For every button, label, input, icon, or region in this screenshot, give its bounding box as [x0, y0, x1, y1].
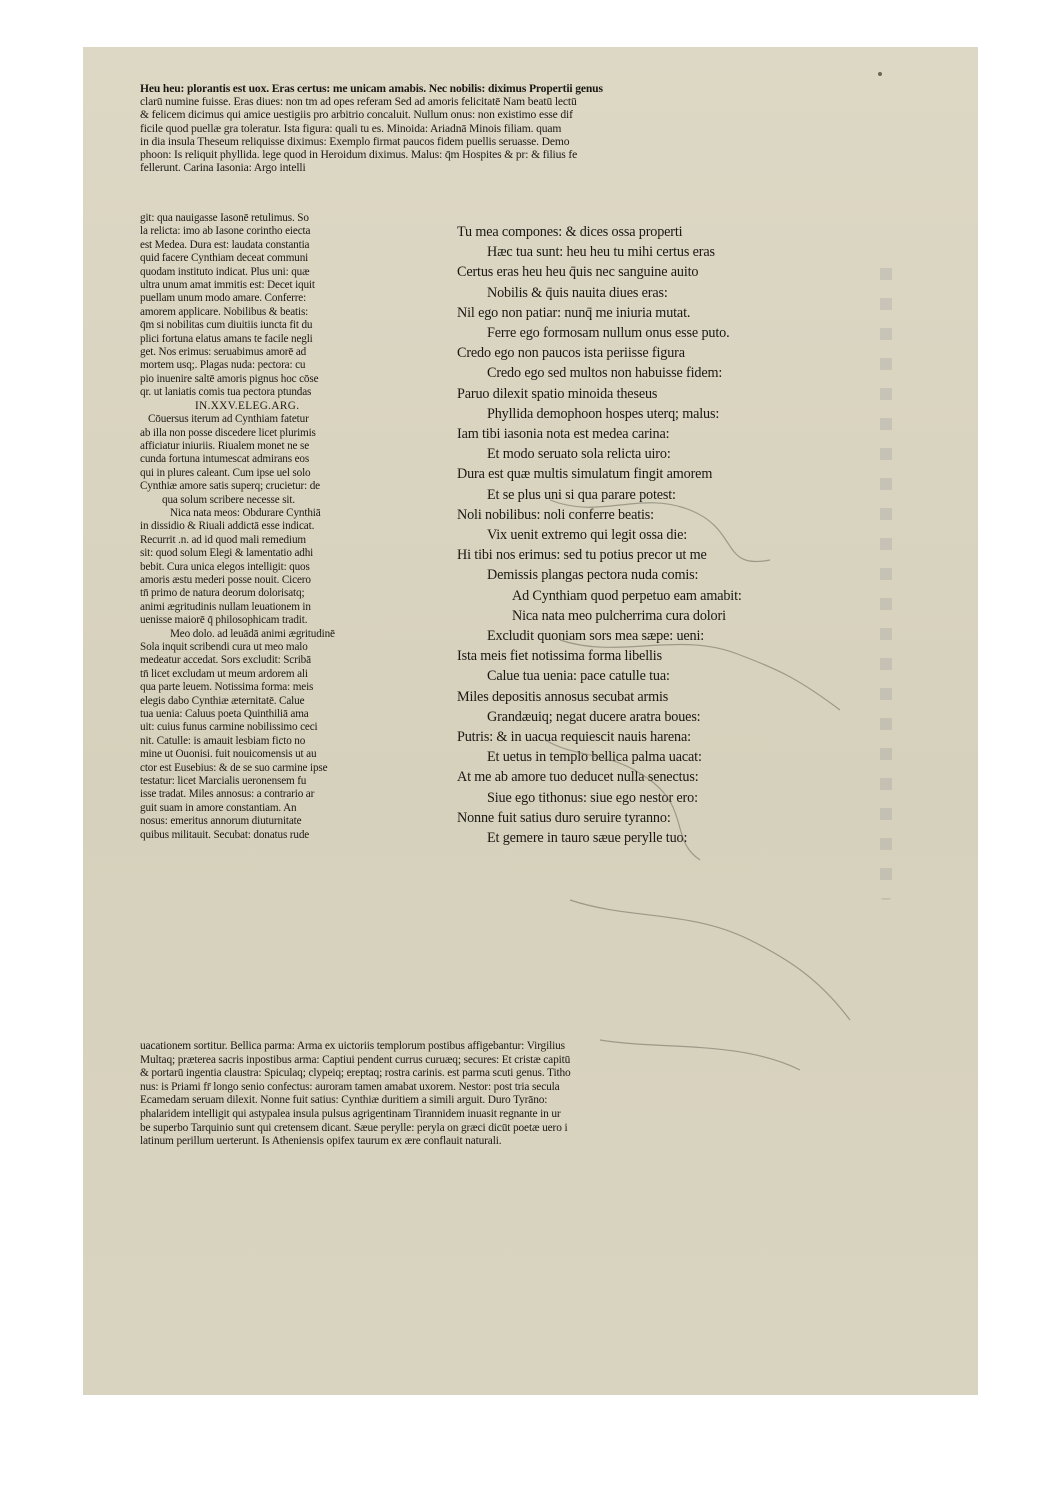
verse-line: Paruo dilexit spatio minoida theseus	[457, 385, 658, 402]
commentary-left-column	[140, 212, 432, 842]
text-line: plici fortuna elatus amans te facile negli	[140, 332, 313, 345]
text-line: Cynthiæ amore satis superq; crucietur: de	[140, 480, 320, 493]
margin-show-through	[880, 250, 892, 900]
verse-line: Demissis plangas pectora nuda comis:	[487, 567, 699, 584]
text-line: qr. ut laniatis comis tua pectora ptundas	[140, 386, 312, 399]
text-line: ficile quod puellæ gra toleratur. Ista figura: quali tu es. Minoida: Ariadnā Minois filiam. quam	[140, 121, 562, 135]
text-line: Cōuersus iterum ad Cynthiam fatetur	[148, 413, 309, 426]
verse-line: Nica nata meo pulcherrima cura dolori	[512, 607, 726, 624]
verse-line: Certus eras heu heu q̄uis nec sanguine auito	[457, 264, 699, 281]
verse-line: Vix uenit extremo qui legit ossa die:	[487, 527, 688, 544]
text-line: ab illa non posse discedere licet plurimis	[140, 426, 316, 439]
verse-line: Hæc tua sunt: heu heu tu mihi certus eras	[487, 244, 715, 261]
text-line: uit: cuius funus carmine nobilissimo ceci	[140, 721, 318, 734]
text-line: qui in plures caleant. Cum ipse uel solo	[140, 466, 311, 479]
verse-line: Calue tua uenia: pace catulle tua:	[487, 668, 670, 685]
text-line: tn̄ licet excludam ut meum ardorem ali	[140, 667, 308, 680]
text-line: afficiatur iniuriis. Riualem monet ne se	[140, 439, 310, 452]
text-line: guit suam in amore constantiam. An	[140, 801, 297, 814]
verse-line: Excludit quoniam sors mea sæpe: ueni:	[487, 628, 705, 645]
verse-line: Dura est quæ multis simulatum fingit amorem	[457, 466, 713, 483]
text-line: quibus militauit. Secubat: donatus rude	[140, 828, 310, 841]
text-line: mortem usq;. Plagas nuda: pectora: cu	[140, 359, 306, 372]
verse-line: Miles depositis annosus secubat armis	[457, 688, 669, 705]
text-line: phalaridem intelligit qui astypalea insula pulsus agrigentinam Tirannidem inuasit regnante in ur	[140, 1107, 561, 1120]
commentary-top	[140, 82, 840, 174]
text-line: Recurrit .n. ad id quod mali remedium	[140, 533, 306, 546]
text-line: git: qua nauigasse Iasonē retulimus. So	[140, 212, 309, 224]
text-line: in dia insula Theseum reliquisse diximus: Exemplo firmat paucos fidem puellis seruasse. Demo	[140, 134, 570, 148]
text-line: ultra unum amat immitis est: Decet iquit	[140, 279, 315, 292]
verse-line: Nobilis & q̄uis nauita diues eras:	[487, 284, 668, 301]
text-line: bebit. Cura unica elegos intelligit: quos	[140, 560, 310, 573]
text-line: mine ut Ouonisi. fuit nouicomensis ut au	[140, 748, 317, 761]
text-line: uenisse maiorē q̄ philosophicam tradit.	[140, 614, 308, 627]
text-line: Ecamedam seruam dilexit. Nonne fuit satius: Cynthiæ duritiem a simili arguit. Duro Tyrāno:	[140, 1094, 548, 1107]
text-line: be superbo Tarquinio sunt qui cretensem dicant. Sæue perylle: peryla on græci dicūt poetæ uero i	[140, 1121, 568, 1134]
text-line: tua uenia: Caluus poeta Quinthiliā ama	[140, 708, 309, 721]
text-line: & portarū ingentia claustra: Spiculaq; clypeiq; ereptaq; rostra carinis. est parma scuti genus. Titho	[140, 1067, 571, 1080]
text-line: clarū numine fuisse. Eras diues: non tm ad opes referam Sed ad amoris felicitatē Nam beatū lectū	[140, 95, 577, 109]
verse-line: Et se plus uni si qua parare potest:	[487, 486, 676, 503]
text-line: sit: quod solum Elegi & lamentatio adhi	[140, 547, 314, 560]
text-line: amoris æstu mederi posse nouit. Cicero	[140, 573, 311, 586]
verse-line: Iam tibi iasonia nota est medea carina:	[457, 426, 670, 443]
text-line: puellam unum modo amare. Conferre:	[140, 292, 307, 305]
text-line: qua solum scribere necesse sit.	[162, 493, 295, 506]
text-line: cunda fortuna intumescat admirans eos	[140, 453, 310, 466]
verse-line: Ista meis fiet notissima forma libellis	[457, 648, 662, 665]
verse-line: Et modo seruato sola relicta uiro:	[487, 446, 671, 463]
text-line: amorem applicare. Nobilibus & beatis:	[140, 305, 309, 318]
text-line: medeatur accedat. Sors excludit: Scribā	[140, 654, 311, 667]
verse-line: Siue ego tithonus: siue ego nestor ero:	[487, 789, 698, 806]
verse-line: Nil ego non patiar: nunq̄ me iniuria mutat.	[457, 304, 691, 321]
verse-line: Ferre ego formosam nullum onus esse puto.	[487, 325, 730, 342]
text-line: Meo dolo. ad leuādā animi ægritudinē	[170, 627, 335, 640]
text-line: elegis dabo Cynthiæ æternitatē. Calue	[140, 694, 305, 707]
text-line: Heu heu: plorantis est uox. Eras certus: me unicam amabis. Nec nobilis: diximus Propertii genus	[140, 82, 603, 95]
text-line: isse tradat. Miles annosus: a contrario ar	[140, 788, 315, 801]
verse-line: Noli nobilibus: noli conferre beatis:	[457, 506, 654, 523]
text-line: animi ægritudinis nullam leuationem in	[140, 600, 311, 613]
text-line: quodam instituto indicat. Plus uni: quæ	[140, 265, 310, 278]
verse-line: Nonne fuit satius duro seruire tyranno:	[457, 809, 671, 826]
verse-line: At me ab amore tuo deducet nulla senectus:	[457, 769, 699, 786]
text-line: Sola inquit scribendi cura ut meo malo	[140, 641, 308, 653]
text-line: pio inuenire saltē amoris pignus hoc cōse	[140, 372, 319, 385]
text-line: fellerunt. Carina Iasonia: Argo intelli	[140, 161, 306, 175]
ink-spot	[878, 72, 882, 76]
verse-line: Et uetus in templo bellica palma uacat:	[487, 749, 702, 766]
text-line: nus: is Priami fr̄ longo senio confectus: auroram tamen amabat uxorem. Nestor: post tria secula	[140, 1080, 560, 1093]
verse-line: Et gemere in tauro sæue perylle tuo:	[487, 830, 688, 847]
verse-line: Grandæuiq; negat ducere aratra boues:	[487, 708, 701, 725]
text-line: tn̄ primo de natura deorum dolorisatq;	[140, 587, 305, 600]
text-line: in dissidio & Riuali addictā esse indicat.	[140, 520, 315, 533]
text-line: phoon: Is reliquit phyllida. lege quod in Heroidum diximus. Malus: q̄m Hospites & pr: & filius fe	[140, 148, 578, 162]
text-line: ctor est Eusebius: & de se suo carmine ipse	[140, 761, 328, 774]
poem-column	[457, 222, 837, 848]
commentary-bottom	[140, 1040, 840, 1149]
text-line: est Medea. Dura est: laudata constantia	[140, 238, 310, 251]
verse-line: Hi tibi nos erimus: sed tu potius precor ut me	[457, 547, 707, 564]
verse-line: Credo ego sed multos non habuisse fidem:	[487, 365, 723, 382]
text-line: testatur: licet Marcialis ueronensem fu	[140, 775, 307, 788]
text-line: q̄m si nobilitas cum diuitiis iuncta fit du	[140, 319, 313, 332]
text-line: uacationem sortitur. Bellica parma: Arma ex uictoriis templorum postibus affigebantur: Virgilius	[140, 1040, 565, 1052]
section-heading: IN.XXV.ELEG.ARG.	[195, 399, 300, 412]
text-line: quid facere Cynthiam deceat communi	[140, 252, 309, 265]
text-line: Multaq; præterea sacris inpostibus arma: Captiui pendent currus curuæq; secures: Et cristæ capitū	[140, 1053, 571, 1066]
elegy-title: Ad Cynthiam quod perpetuo eam amabit:	[512, 587, 742, 604]
verse-line: Putris: & in uacua requiescit nauis harena:	[457, 729, 691, 746]
verse-line: Credo ego non paucos ista periisse figura	[457, 345, 685, 362]
text-line: & felicem dicimus qui amice uestigiis pro arbitrio concaluit. Nullum onus: non existimo esse dif	[140, 108, 573, 122]
text-line: get. Nos erimus: seruabimus amorē ad	[140, 346, 307, 359]
text-line: Nica nata meos: Obdurare Cynthiā	[170, 506, 321, 519]
verse-line: Phyllida demophoon hospes uterq; malus:	[487, 405, 720, 422]
text-line: nosus: emeritus annorum diuturnitate	[140, 815, 302, 828]
verse-line: Tu mea compones: & dices ossa properti	[457, 224, 683, 240]
text-line: qua parte leuem. Notissima forma: meis	[140, 681, 314, 694]
text-line: nit. Catulle: is amauit lesbiam ficto no	[140, 734, 306, 747]
text-line: latinum perillum uerterunt. Is Atheniensis opifex taurum ex ære conflauit naturali.	[140, 1135, 502, 1148]
text-line: la relicta: imo ab Iasone corintho eiecta	[140, 225, 311, 238]
